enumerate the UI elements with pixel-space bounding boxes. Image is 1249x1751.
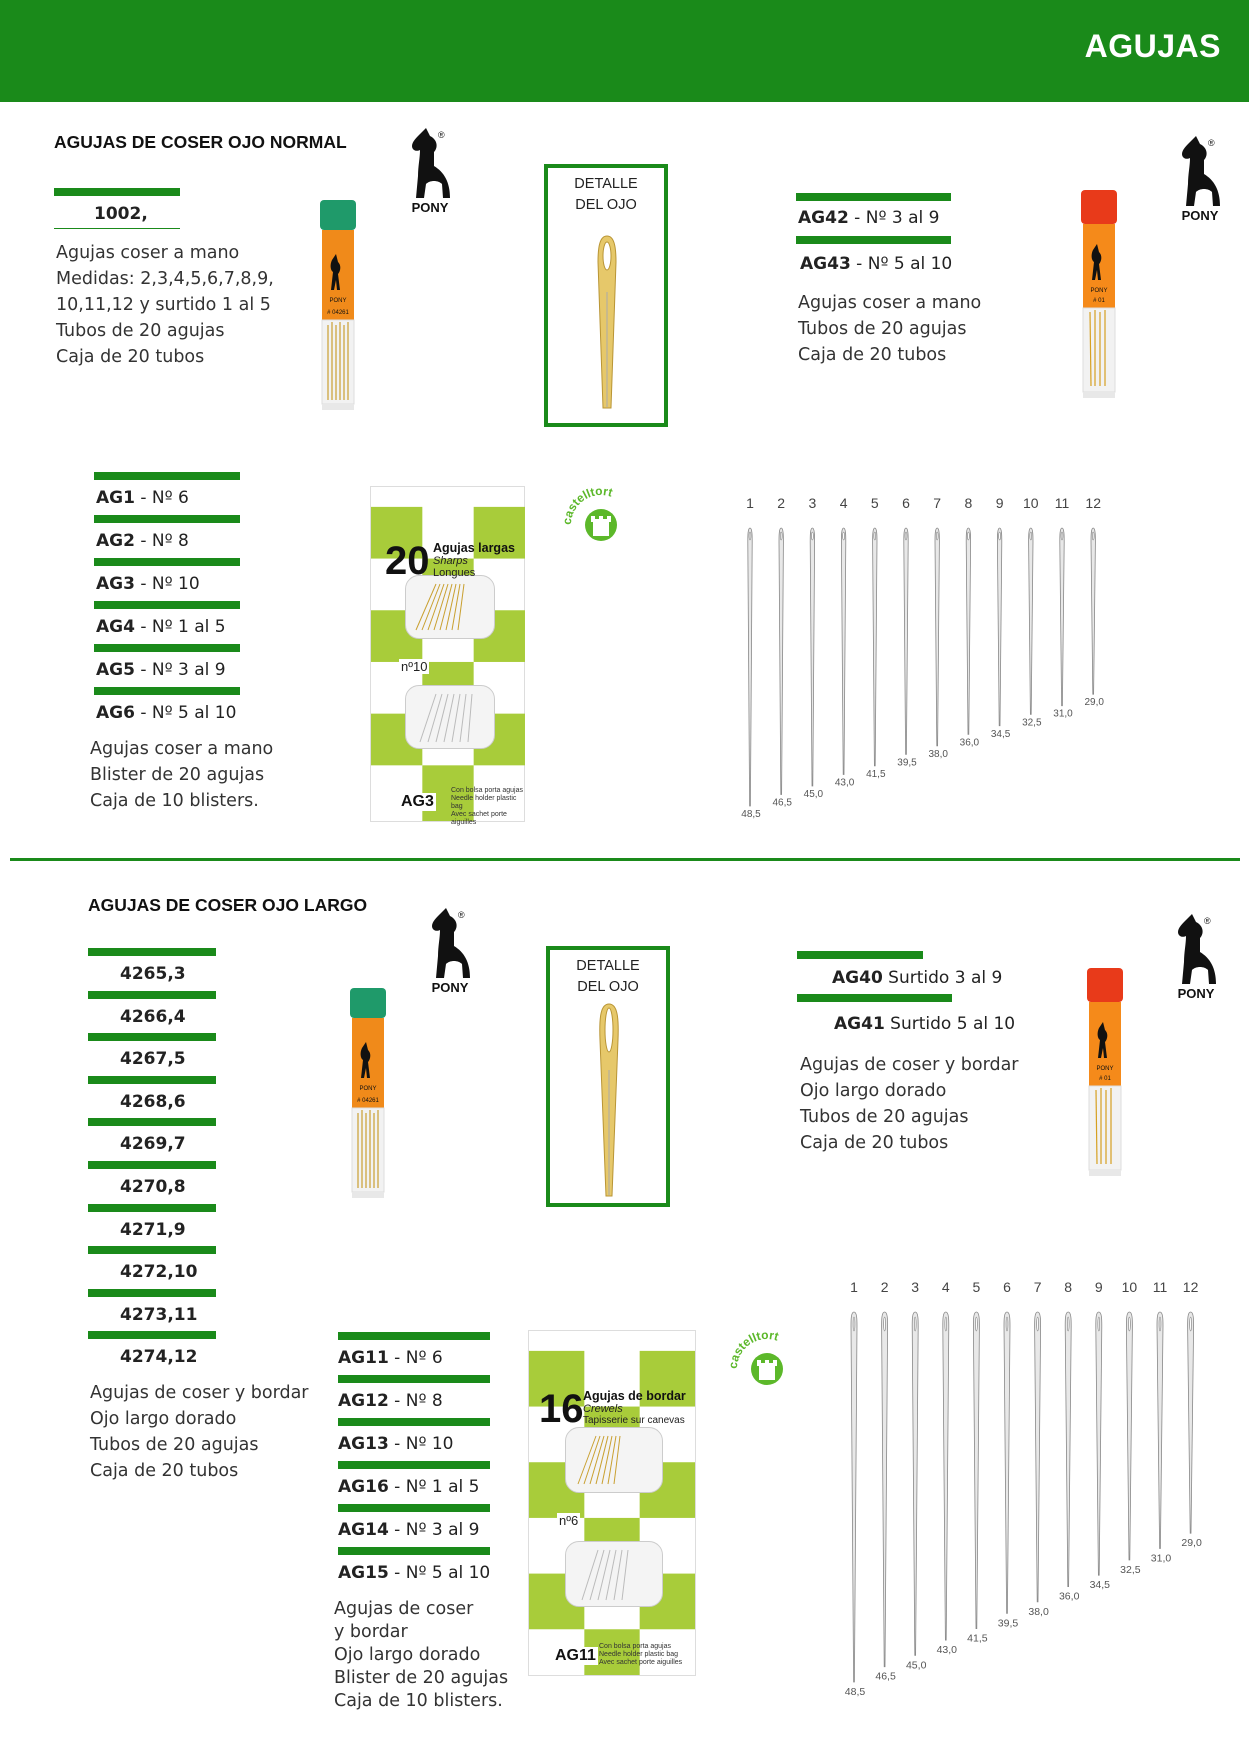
code-bar — [338, 1547, 490, 1555]
needle-length-label: 31,0 — [1150, 1552, 1172, 1565]
needle-number: 10 — [1023, 495, 1039, 511]
needle-blister-pack — [528, 1330, 696, 1676]
code-bar — [88, 1076, 216, 1084]
code-underline — [54, 228, 180, 229]
svg-text:®: ® — [1204, 916, 1211, 926]
detail-label: DETALLE DEL OJO — [576, 958, 640, 995]
needle-eye — [914, 1317, 916, 1331]
needle-length-label: 32,5 — [1022, 717, 1042, 729]
code-bar — [94, 601, 240, 609]
needle-mark — [1096, 1312, 1102, 1575]
needle-mark — [748, 528, 752, 806]
needle-eye — [1067, 1317, 1069, 1331]
svg-text:®: ® — [438, 130, 445, 140]
product-code-1002: 1002, — [94, 204, 148, 224]
code-bar — [338, 1504, 490, 1512]
blister-size: nº10 — [401, 659, 428, 674]
code-bar — [88, 1204, 216, 1212]
svg-text:PONY: PONY — [1090, 288, 1108, 294]
code-bar — [88, 1161, 216, 1169]
needle-mark — [1029, 528, 1033, 714]
needle-mark — [935, 528, 939, 746]
needle-blister-pack — [370, 486, 525, 826]
section-title-ojo-largo: AGUJAS DE COSER OJO LARGO — [88, 895, 368, 915]
needle-mark — [873, 528, 877, 766]
needle-mark — [1126, 1312, 1132, 1560]
needle-length-label: 46,5 — [772, 797, 792, 809]
blister-window — [405, 685, 495, 749]
product-code: AG2 - Nº 8 — [96, 531, 189, 551]
code-bar — [338, 1418, 490, 1426]
needle-mark — [841, 528, 845, 774]
blister-size: nº6 — [559, 1513, 579, 1528]
blister-subtitle-fr: Tapisserie sur canevas — [583, 1415, 685, 1426]
code-bar — [88, 1331, 216, 1339]
blister-subtitle: Sharps — [433, 555, 468, 567]
code-bar — [94, 644, 240, 652]
needle-eye-image — [592, 232, 622, 412]
svg-text:# 04261: # 04261 — [327, 310, 349, 316]
product-code: 4272,10 — [120, 1262, 198, 1283]
needle-mark — [882, 1312, 888, 1667]
needle-length-label: 38,0 — [1028, 1605, 1049, 1618]
needle-number: 4 — [839, 495, 848, 511]
ag-tube-description: Agujas coser a mano Tubos de 20 agujas Caja de 20 tubos — [798, 293, 982, 365]
eye-detail-box — [546, 946, 670, 1207]
code-bar — [94, 515, 240, 523]
pony-logo-text: PONY — [411, 200, 449, 215]
needle-eye — [1098, 1317, 1100, 1331]
needle-tube-green — [348, 988, 388, 1202]
blister-window — [565, 1541, 663, 1607]
section-title-ojo-normal: AGUJAS DE COSER OJO NORMAL — [54, 132, 347, 152]
needle-length-label: 39,5 — [997, 1617, 1019, 1630]
tube-description: Agujas de coser y bordar Ojo largo dorado Tubos de 20 agujas Caja de 20 tubos — [90, 1383, 309, 1481]
product-code-ag42: AG42 - Nº 3 al 9 — [798, 208, 940, 228]
product-code: 4268,6 — [120, 1091, 186, 1112]
needle-eye — [812, 532, 814, 540]
ag-tube-description: Agujas de coser y bordar Ojo largo dorado Tubos de 20 agujas Caja de 20 tubos — [800, 1055, 1019, 1153]
needle-tube-red — [1084, 968, 1126, 1182]
blister-count: 20 — [385, 539, 430, 583]
code-bar — [54, 188, 180, 196]
needle-size-chart — [834, 1276, 1214, 1706]
needle-length-label: 39,5 — [897, 757, 917, 769]
needle-number: 6 — [902, 495, 910, 511]
needle-number: 6 — [1003, 1279, 1011, 1295]
svg-text:PONY: PONY — [1096, 1066, 1114, 1072]
tube-description: Agujas coser a mano Medidas: 2,3,4,5,6,7,8,9, 10,11,12 y surtido 1 al 5 Tubos de 20 agujas Caja de 20 tubos — [56, 243, 274, 367]
needle-length-label: 45,0 — [803, 788, 824, 800]
needle-mark — [1004, 1312, 1010, 1613]
product-code: 4273,11 — [120, 1304, 198, 1325]
needle-length-label: 48,5 — [741, 809, 761, 820]
blister-footer: Con bolsa porta agujas Needle holder plastic bag Avec sachet porte aiguilles — [599, 1643, 683, 1666]
needle-mark — [904, 528, 908, 754]
needle-eye — [976, 1317, 978, 1331]
svg-text:PONY: PONY — [359, 1086, 377, 1092]
needle-length-label: 38,0 — [928, 748, 948, 760]
pony-logo — [1166, 912, 1226, 1002]
product-code: 4266,4 — [120, 1006, 186, 1027]
needle-length-label: 48,5 — [844, 1686, 866, 1698]
needle-number: 4 — [941, 1279, 950, 1295]
needle-eye — [1061, 532, 1063, 540]
code-bar — [797, 951, 923, 959]
needle-eye — [843, 532, 845, 540]
needle-length-label: 29,0 — [1181, 1537, 1202, 1550]
needle-number: 5 — [870, 495, 879, 511]
blister-description: Agujas de coser y bordar Ojo largo dorado Blister de 20 agujas Caja de 10 blisters. — [334, 1599, 509, 1711]
needle-number: 2 — [880, 1279, 889, 1295]
svg-text:# 01: # 01 — [1099, 1076, 1111, 1082]
needle-number: 11 — [1152, 1279, 1168, 1295]
code-bar — [94, 687, 240, 695]
product-code: 4265,3 — [120, 964, 186, 984]
needle-mark — [1035, 1312, 1041, 1602]
needle-mark — [966, 528, 970, 734]
blister-code: AG3 — [401, 793, 434, 810]
needle-eye — [936, 532, 938, 540]
needle-mark — [1060, 528, 1064, 706]
needle-eye — [945, 1317, 947, 1331]
needle-length-label: 43,0 — [936, 1644, 958, 1657]
castelltort-logo — [560, 484, 642, 570]
blister-window — [405, 575, 495, 639]
needle-number: 7 — [933, 495, 942, 511]
needle-mark — [851, 1312, 857, 1682]
needle-eye — [1030, 532, 1032, 540]
svg-text:PONY: PONY — [1181, 208, 1219, 223]
detail-label: DETALLE DEL OJO — [574, 176, 638, 213]
blister-subtitle: Crewels — [583, 1403, 623, 1415]
product-code: 4269,7 — [120, 1134, 186, 1155]
needle-mark — [810, 528, 814, 786]
blister-code: AG11 — [555, 1647, 596, 1664]
needle-eye — [1006, 1317, 1008, 1331]
needle-eye — [1190, 1317, 1192, 1331]
needle-eye — [905, 532, 907, 540]
needle-mark — [1065, 1312, 1071, 1587]
code-bar — [796, 236, 951, 244]
svg-text:# 01: # 01 — [1093, 298, 1105, 304]
header-bar — [0, 0, 1249, 102]
needle-eye — [853, 1317, 855, 1331]
code-bar — [338, 1375, 490, 1383]
svg-text:®: ® — [458, 910, 465, 920]
needle-length-label: 34,5 — [1089, 1579, 1111, 1592]
product-code: AG13 - Nº 10 — [338, 1434, 454, 1454]
svg-text:castelltort: castelltort — [726, 1328, 781, 1370]
code-bar — [796, 193, 951, 201]
needle-length-label: 34,5 — [990, 728, 1011, 740]
needle-mark — [779, 528, 783, 795]
needle-eye — [780, 532, 782, 540]
svg-text:PONY: PONY — [431, 980, 469, 995]
blister-title: Agujas largas — [433, 541, 515, 555]
needle-eye — [1129, 1317, 1131, 1331]
svg-text:PONY: PONY — [1177, 986, 1215, 1001]
needle-number: 5 — [972, 1279, 981, 1295]
needle-tube-green — [318, 200, 358, 414]
needle-mark — [912, 1312, 918, 1655]
product-code: AG11 - Nº 6 — [338, 1348, 443, 1368]
product-code: AG4 - Nº 1 al 5 — [96, 617, 226, 637]
needle-eye — [884, 1317, 886, 1331]
needle-number: 8 — [964, 495, 973, 511]
code-bar — [338, 1332, 490, 1340]
code-bar — [88, 1246, 216, 1254]
needle-number: 9 — [995, 495, 1004, 511]
needle-eye — [999, 532, 1001, 540]
needle-eye — [874, 532, 876, 540]
needle-eye — [749, 532, 751, 540]
product-code: AG5 - Nº 3 al 9 — [96, 660, 226, 680]
needle-number: 12 — [1182, 1279, 1199, 1295]
eye-detail-box — [544, 164, 668, 427]
blister-window — [565, 1427, 663, 1493]
castelltort-logo — [726, 1328, 808, 1414]
needle-mark — [943, 1312, 949, 1640]
needle-number: 1 — [850, 1279, 858, 1295]
code-bar — [797, 994, 952, 1002]
code-bar — [94, 558, 240, 566]
blister-count: 16 — [539, 1387, 584, 1431]
svg-text:# 04261: # 04261 — [357, 1098, 379, 1104]
needle-number: 3 — [808, 495, 817, 511]
needle-length-label: 32,5 — [1120, 1563, 1141, 1576]
needle-length-label: 41,5 — [866, 768, 886, 780]
code-bar — [88, 1289, 216, 1297]
product-code: 4267,5 — [120, 1049, 186, 1070]
code-bar — [88, 991, 216, 999]
product-code: 4271,9 — [120, 1219, 186, 1240]
needle-length-label: 29,0 — [1084, 697, 1104, 709]
needle-length-label: 36,0 — [959, 737, 980, 749]
needle-eye-image — [594, 1000, 624, 1200]
code-bar — [94, 472, 240, 480]
svg-text:PONY: PONY — [329, 298, 347, 304]
needle-number: 7 — [1033, 1279, 1042, 1295]
needle-number: 12 — [1085, 495, 1101, 511]
needle-length-label: 43,0 — [834, 777, 855, 789]
needle-eye — [1037, 1317, 1039, 1331]
code-bar — [88, 1118, 216, 1126]
needle-number: 10 — [1121, 1279, 1138, 1295]
needle-mark — [973, 1312, 979, 1629]
product-code: 4270,8 — [120, 1177, 186, 1197]
blister-title: Agujas de bordar — [583, 1389, 686, 1403]
needle-mark — [1157, 1312, 1163, 1548]
needle-mark — [1188, 1312, 1194, 1533]
product-code: 4274,12 — [120, 1347, 198, 1368]
needle-mark — [997, 528, 1001, 726]
product-code: AG6 - Nº 5 al 10 — [96, 703, 237, 723]
product-code-ag41: AG41 Surtido 5 al 10 — [834, 1014, 1016, 1034]
product-code-ag43: AG43 - Nº 5 al 10 — [800, 254, 953, 274]
needle-length-label: 36,0 — [1058, 1590, 1080, 1603]
svg-text:®: ® — [1208, 138, 1215, 148]
pony-logo — [420, 906, 480, 996]
blister-subtitle-fr: Longues — [433, 567, 476, 579]
needle-number: 11 — [1054, 495, 1070, 511]
needle-length-label: 41,5 — [967, 1632, 988, 1645]
code-bar — [88, 1033, 216, 1041]
needle-number: 9 — [1094, 1279, 1103, 1295]
product-code: AG1 - Nº 6 — [96, 488, 189, 508]
needle-number: 1 — [746, 495, 754, 511]
svg-text:castelltort: castelltort — [560, 484, 615, 526]
product-code: AG15 - Nº 5 al 10 — [338, 1563, 491, 1583]
needle-number: 3 — [911, 1279, 920, 1295]
product-code: AG3 - Nº 10 — [96, 574, 200, 594]
pony-logo — [1170, 134, 1230, 224]
product-code: AG16 - Nº 1 al 5 — [338, 1477, 480, 1497]
needle-eye — [1092, 532, 1094, 540]
code-bar — [338, 1461, 490, 1469]
needle-eye — [1159, 1317, 1161, 1331]
product-code: AG14 - Nº 3 al 9 — [338, 1520, 480, 1540]
needle-eye — [968, 532, 970, 540]
page-title: AGUJAS — [1084, 28, 1221, 64]
blister-footer: Con bolsa porta agujas Needle holder plastic bag Avec sachet porte aiguilles — [451, 787, 523, 826]
needle-tube-red — [1078, 190, 1120, 404]
code-bar — [88, 948, 216, 956]
product-code-ag40: AG40 Surtido 3 al 9 — [832, 968, 1003, 988]
section-divider — [10, 858, 1240, 861]
needle-number: 8 — [1064, 1279, 1073, 1295]
product-code: AG12 - Nº 8 — [338, 1391, 443, 1411]
pony-logo — [400, 126, 460, 216]
needle-mark — [1091, 528, 1095, 694]
blister-description: Agujas coser a mano Blister de 20 agujas Caja de 10 blisters. — [90, 739, 274, 811]
needle-length-label: 45,0 — [905, 1659, 927, 1672]
needle-number: 2 — [777, 495, 786, 511]
needle-length-label: 31,0 — [1053, 708, 1073, 720]
needle-length-label: 46,5 — [875, 1670, 896, 1683]
needle-size-chart — [730, 492, 1110, 826]
